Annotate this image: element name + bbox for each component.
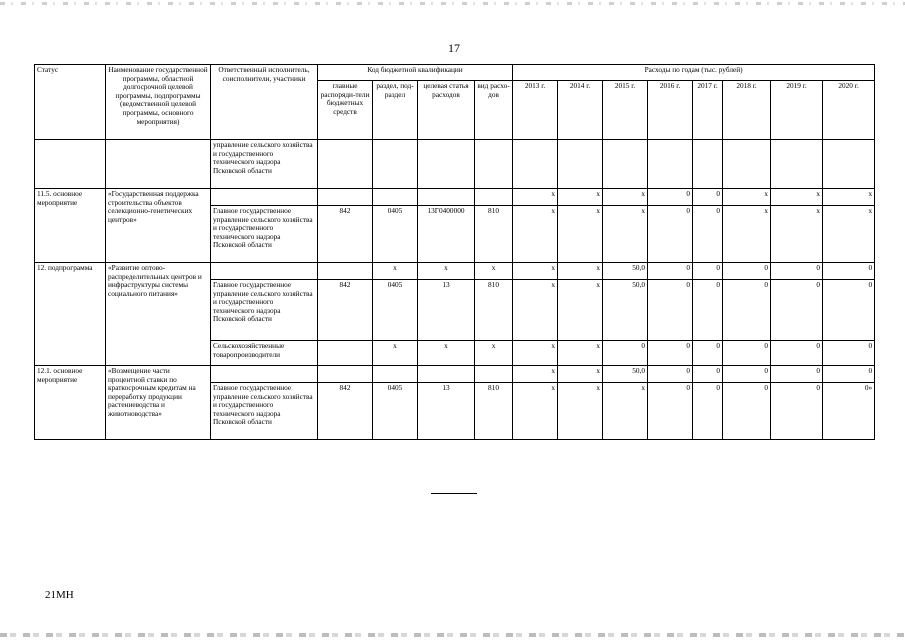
target-cell: х xyxy=(418,341,475,366)
section-cell: 0405 xyxy=(373,206,418,263)
value-cell: 0 xyxy=(648,280,693,341)
value-cell: х xyxy=(771,206,823,263)
value-cell: 0 xyxy=(648,366,693,383)
type-cell: 810 xyxy=(475,383,513,440)
value-cell: х xyxy=(723,206,771,263)
value-cell: 0 xyxy=(693,280,723,341)
scan-edge-bottom xyxy=(0,633,905,637)
table-row xyxy=(35,263,875,280)
value-cell: 50,0 xyxy=(603,366,648,383)
grbs-cell: 842 xyxy=(318,280,373,341)
value-cell: 0 xyxy=(823,280,875,341)
value-cell: х xyxy=(558,263,603,280)
value-cell: х xyxy=(513,263,558,280)
header-row-1 xyxy=(35,65,875,81)
value-cell: 0 xyxy=(771,341,823,366)
name-cell: «Государственная поддержка строительства объектов селекционно-генетических центров» xyxy=(106,189,211,263)
value-cell: х xyxy=(513,280,558,341)
value-cell: х xyxy=(558,189,603,206)
value-cell: х xyxy=(558,280,603,341)
value-cell: 0 xyxy=(693,366,723,383)
value-cell: 0 xyxy=(823,366,875,383)
value-cell: 0 xyxy=(723,263,771,280)
value-cell: 0 xyxy=(693,341,723,366)
value-cell: 0 xyxy=(723,366,771,383)
value-cell: х xyxy=(771,189,823,206)
value-cell: х xyxy=(513,383,558,440)
value-cell: 0 xyxy=(723,280,771,341)
value-cell: х xyxy=(513,366,558,383)
header-year: 2019 г. xyxy=(771,81,823,140)
table-row xyxy=(35,366,875,383)
header-status: Статус xyxy=(35,65,106,140)
executor-cell: Сельскохозяйственные товаропроизводители xyxy=(211,341,318,366)
value-cell: х xyxy=(513,206,558,263)
name-cell: «Возмещение части процентной ставки по краткосрочным кредитам на переработку продукции растениеводства и животноводства» xyxy=(106,366,211,440)
target-cell: 13 xyxy=(418,280,475,341)
value-cell: 0 xyxy=(693,189,723,206)
header-year: 2015 г. xyxy=(603,81,648,140)
target-cell: 13Г0400000 xyxy=(418,206,475,263)
table-row xyxy=(35,140,875,189)
target-cell: х xyxy=(418,263,475,280)
status-cell: 12. подпрограмма xyxy=(35,263,106,366)
value-cell: 0 xyxy=(648,263,693,280)
header-year: 2017 г. xyxy=(693,81,723,140)
value-cell: 0 xyxy=(693,206,723,263)
section-cell: 0405 xyxy=(373,280,418,341)
footer-code: 21МН xyxy=(45,589,74,601)
type-cell: 810 xyxy=(475,280,513,341)
value-cell: 50,0 xyxy=(603,263,648,280)
grbs-cell: 842 xyxy=(318,206,373,263)
value-cell: х xyxy=(558,341,603,366)
value-cell: х xyxy=(603,383,648,440)
value-cell: 0 xyxy=(823,341,875,366)
target-cell: 13 xyxy=(418,383,475,440)
executor-cell: Главное государственное управление сельского хозяйства и государственного технического надзора Псковской области xyxy=(211,383,318,440)
executor-cell: Главное государственное управление сельского хозяйства и государственного технического надзора Псковской области xyxy=(211,280,318,341)
header-year: 2020 г. xyxy=(823,81,875,140)
name-cell: «Развитие оптово-распределительных центров и инфраструктуры системы социального питания» xyxy=(106,263,211,366)
header-section: раздел, под-раздел xyxy=(373,81,418,140)
value-cell: х xyxy=(513,341,558,366)
header-year: 2014 г. xyxy=(558,81,603,140)
grbs-cell: 842 xyxy=(318,383,373,440)
value-cell: 0 xyxy=(648,189,693,206)
header-expense-type: вид расхо-дов xyxy=(475,81,513,140)
value-cell: 0 xyxy=(771,263,823,280)
header-year: 2013 г. xyxy=(513,81,558,140)
header-expenses: Расходы по годам (тыс. рублей) xyxy=(513,65,875,81)
value-cell: 0 xyxy=(723,383,771,440)
value-cell: 0 xyxy=(771,280,823,341)
expenses-table xyxy=(34,64,875,440)
value-cell: 50,0 xyxy=(603,280,648,341)
value-cell: х xyxy=(513,189,558,206)
value-cell: 0 xyxy=(723,341,771,366)
value-cell: х xyxy=(603,206,648,263)
executor-cell: Главное государственное управление сельского хозяйства и государственного технического надзора Псковской области xyxy=(211,206,318,263)
header-name: Наименование государственной программы, областной долгосрочной целевой программы, подпрограммы (ведомственной целевой программы, основного мероприятия) xyxy=(106,65,211,140)
scan-edge-top xyxy=(0,2,905,5)
header-budget-code: Код бюджетной квалификации xyxy=(318,65,513,81)
value-cell: х xyxy=(558,206,603,263)
section-cell: х xyxy=(373,341,418,366)
type-cell: х xyxy=(475,263,513,280)
value-cell: 0 xyxy=(648,206,693,263)
header-target-item: целевая статья расходов xyxy=(418,81,475,140)
section-cell: 0405 xyxy=(373,383,418,440)
value-cell: 0» xyxy=(823,383,875,440)
value-cell: 0 xyxy=(823,263,875,280)
value-cell: х xyxy=(823,206,875,263)
header-year: 2018 г. xyxy=(723,81,771,140)
value-cell: 0 xyxy=(693,263,723,280)
end-divider xyxy=(431,493,477,494)
status-cell: 12.1. основное мероприятие xyxy=(35,366,106,440)
section-cell: х xyxy=(373,263,418,280)
header-executor: Ответственный исполнитель, соисполнители, участники xyxy=(211,65,318,140)
value-cell: 0 xyxy=(771,383,823,440)
status-cell: 11.5. основное мероприятие xyxy=(35,189,106,263)
value-cell: 0 xyxy=(771,366,823,383)
header-year: 2016 г. xyxy=(648,81,693,140)
value-cell: 0 xyxy=(648,341,693,366)
table-row xyxy=(35,189,875,206)
header-main-manager: главные распоряди-тели бюджетных средств xyxy=(318,81,373,140)
page-number: 17 xyxy=(448,41,460,55)
type-cell: х xyxy=(475,341,513,366)
value-cell: 0 xyxy=(693,383,723,440)
value-cell: 0 xyxy=(648,383,693,440)
value-cell: 0 xyxy=(603,341,648,366)
value-cell: х xyxy=(603,189,648,206)
type-cell: 810 xyxy=(475,206,513,263)
value-cell: х xyxy=(723,189,771,206)
executor-cell: управление сельского хозяйства и государственного технического надзора Псковской области xyxy=(211,140,318,189)
value-cell: х xyxy=(558,366,603,383)
value-cell: х xyxy=(823,189,875,206)
value-cell: х xyxy=(558,383,603,440)
